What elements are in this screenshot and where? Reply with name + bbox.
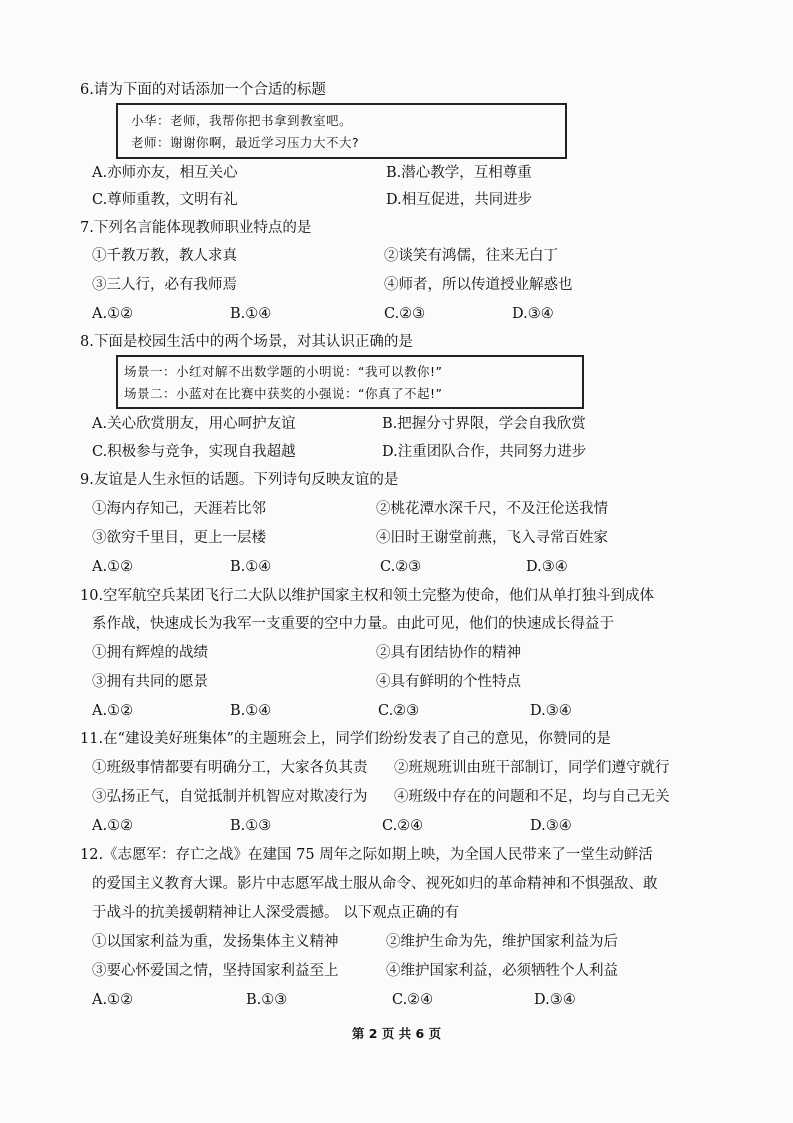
q11-item-1: ①班级事情都要有明确分工，大家各负其责 (92, 760, 368, 776)
q9-item-3: ③欲穷千里目，更上一层楼 (92, 530, 266, 546)
q6-option-c: C.尊师重教，文明有礼 (92, 192, 238, 208)
q10-stem-line-2: 系作战，快速成长为我军一支重要的空中力量。由此可见，他们的快速成长得益于 (92, 616, 614, 632)
q8-option-a: A.关心欣赏朋友，用心呵护友谊 (92, 416, 296, 432)
q6-stem: 6.请为下面的对话添加一个合适的标题 (80, 82, 326, 98)
q7-item-1: ①千教万教，教人求真 (92, 248, 237, 264)
q8-option-b: B.把握分寸界限，学会自我欣赏 (382, 416, 586, 432)
q10-stem-line-1: 10.空军航空兵某团飞行二大队以维护国家主权和领土完整为使命，他们从单打独斗到成体 (80, 588, 655, 604)
q11-option-a: A.①② (92, 818, 134, 834)
q9-item-4: ④旧时王谢堂前燕，飞入寻常百姓家 (376, 530, 608, 546)
q10-option-c: C.②③ (378, 703, 420, 719)
q7-option-b: B.①④ (230, 306, 272, 322)
q9-item-2: ②桃花潭水深千尺，不及汪伦送我情 (376, 501, 608, 517)
q8-stem: 8.下面是校园生活中的两个场景，对其认识正确的是 (80, 334, 413, 350)
q7-item-2: ②谈笑有鸿儒，往来无白丁 (384, 248, 558, 264)
q12-stem-line-3: 于战斗的抗美援朝精神让人深受震撼。 以下观点正确的有 (92, 905, 460, 921)
q9-option-b: B.①④ (230, 559, 272, 575)
q9-stem: 9.友谊是人生永恒的话题。下列诗句反映友谊的是 (80, 472, 399, 488)
q10-item-2: ②具有团结协作的精神 (376, 645, 521, 661)
q12-stem-line-2: 的爱国主义教育大课。影片中志愿军战士服从命令、视死如归的革命精神和不惧强敌、敢 (92, 876, 658, 892)
q12-option-c: C.②④ (392, 992, 434, 1008)
q12-item-4: ④维护国家利益，必须牺牲个人利益 (386, 963, 618, 979)
q6-dialog-line-1: 小华：老师，我帮你把书拿到教室吧。 (131, 113, 353, 128)
q8-scene-box (116, 355, 584, 409)
q12-item-2: ②维护生命为先，维护国家利益为后 (386, 934, 618, 950)
q7-option-c: C.②③ (384, 306, 426, 322)
page-number-footer: 第 2 页 共 6 页 (351, 1026, 442, 1041)
q6-option-a: A.亦师亦友，相互关心 (92, 165, 238, 181)
q9-option-c: C.②③ (380, 559, 422, 575)
q9-option-d: D.③④ (526, 559, 568, 575)
q12-item-1: ①以国家利益为重，发扬集体主义精神 (92, 934, 339, 950)
q7-stem: 7.下列名言能体现教师职业特点的是 (80, 220, 312, 236)
q6-dialog-box (116, 103, 567, 159)
q6-option-b: B.潜心教学，互相尊重 (386, 165, 532, 181)
q11-item-4: ④班级中存在的问题和不足，均与自己无关 (394, 789, 670, 805)
q12-option-d: D.③④ (534, 992, 576, 1008)
q12-item-3: ③要心怀爱国之情，坚持国家利益至上 (92, 963, 339, 979)
q11-option-d: D.③④ (530, 818, 572, 834)
q12-option-b: B.①③ (246, 992, 288, 1008)
q8-option-d: D.注重团队合作，共同努力进步 (382, 444, 587, 460)
q11-item-3: ③弘扬正气，自觉抵制并机智应对欺凌行为 (92, 789, 368, 805)
q10-option-d: D.③④ (530, 703, 572, 719)
q7-option-a: A.①② (92, 306, 134, 322)
q12-stem-line-1: 12.《志愿军：存亡之战》在建国 75 周年之际如期上映，为全国人民带来了一堂生动鲜活 (80, 847, 653, 863)
q8-scene-2: 场景二：小蓝对在比赛中获奖的小强说：“你真了不起!” (124, 386, 443, 401)
q11-option-c: C.②④ (382, 818, 424, 834)
q10-option-a: A.①② (92, 703, 134, 719)
q10-item-4: ④具有鲜明的个性特点 (376, 674, 521, 690)
q7-option-d: D.③④ (512, 306, 554, 322)
q8-option-c: C.积极参与竞争，实现自我超越 (92, 444, 296, 460)
q10-option-b: B.①④ (230, 703, 272, 719)
q10-item-1: ①拥有辉煌的战绩 (92, 645, 208, 661)
q7-item-3: ③三人行，必有我师焉 (92, 277, 237, 293)
q12-option-a: A.①② (92, 992, 134, 1008)
q11-stem: 11.在“建设美好班集体”的主题班会上，同学们纷纷发表了自己的意见，你赞同的是 (80, 731, 611, 747)
q10-item-3: ③拥有共同的愿景 (92, 674, 208, 690)
q11-option-b: B.①③ (230, 818, 272, 834)
q8-scene-1: 场景一：小红对解不出数学题的小明说：“我可以教你!” (124, 364, 443, 379)
q6-option-d: D.相互促进，共同进步 (386, 192, 533, 208)
q9-option-a: A.①② (92, 559, 134, 575)
q9-item-1: ①海内存知己，天涯若比邻 (92, 501, 266, 517)
q11-item-2: ②班规班训由班干部制订，同学们遵守就行 (394, 760, 670, 776)
q7-item-4: ④师者，所以传道授业解惑也 (384, 277, 573, 293)
q6-dialog-line-2: 老师：谢谢你啊，最近学习压力大不大? (131, 135, 360, 150)
